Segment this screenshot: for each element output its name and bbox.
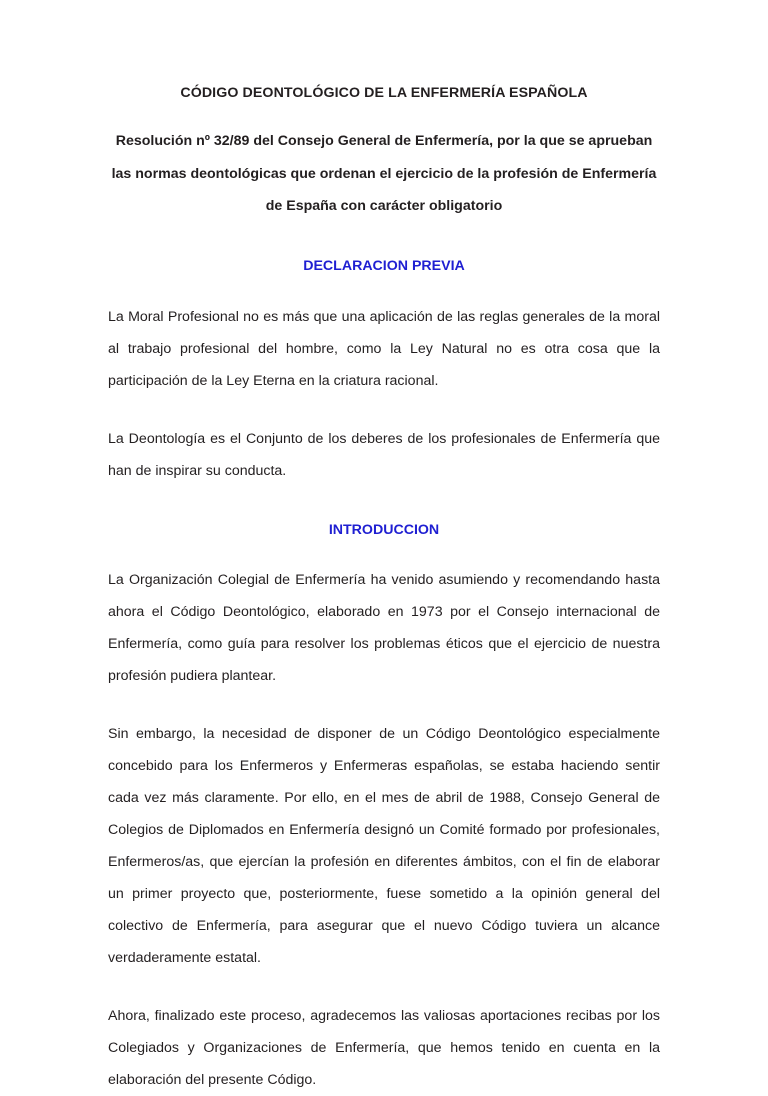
section-heading-introduccion: INTRODUCCION — [328, 521, 440, 538]
document-content-column — [108, 0, 660, 1096]
section-heading-declaracion-previa: DECLARACION PREVIA — [303, 258, 465, 275]
paragraph: La Moral Profesional no es más que una aplicación de las reglas generales de la moral al trabajo profesional del hombre, como la Ley Natural no es otra cosa que la participación de la Ley Eterna en la criatura racional. — [108, 308, 660, 389]
paragraph: Ahora, finalizado este proceso, agradecemos las valiosas aportaciones recibas por los Colegiados y Organizaciones de Enfermería, que hemos tenido en cuenta en la elaboración del presente Código. — [108, 1008, 660, 1089]
page-title: CÓDIGO DEONTOLÓGICO DE LA ENFERMERÍA ESPAÑOLA — [180, 85, 588, 101]
document-subtitle: Resolución nº 32/89 del Consejo General de Enfermería, por la que se aprueban las normas deontológicas que ordenan el ejercicio de la profesión de Enfermería de España con carácter obligatorio — [111, 133, 657, 214]
paragraph: La Deontología es el Conjunto de los deberes de los profesionales de Enfermería que han de inspirar su conducta. — [108, 430, 660, 479]
paragraph: Sin embargo, la necesidad de disponer de un Código Deontológico especialmente concebido para los Enfermeros y Enfermeras españolas, se estaba haciendo sentir cada vez más claramente. Por ello, en el mes de abril de 1988, Consejo General de Colegios de Diplomados en Enfermería designó un Comité formado por profesionales, Enfermeros/as, que ejercían la profesión en diferentes ámbitos, con el fin de elaborar un primer proyecto que, posteriormente, fuese sometido a la opinión general del colectivo de Enfermería, para asegurar que el nuevo Código tuviera un alcance verdaderamente estatal. — [108, 726, 660, 967]
paragraph: La Organización Colegial de Enfermería ha venido asumiendo y recomendando hasta ahora el Código Deontológico, elaborado en 1973 por el Consejo internacional de Enfermería, como guía para resolver los problemas éticos que el ejercicio de nuestra profesión pudiera plantear. — [108, 572, 660, 685]
